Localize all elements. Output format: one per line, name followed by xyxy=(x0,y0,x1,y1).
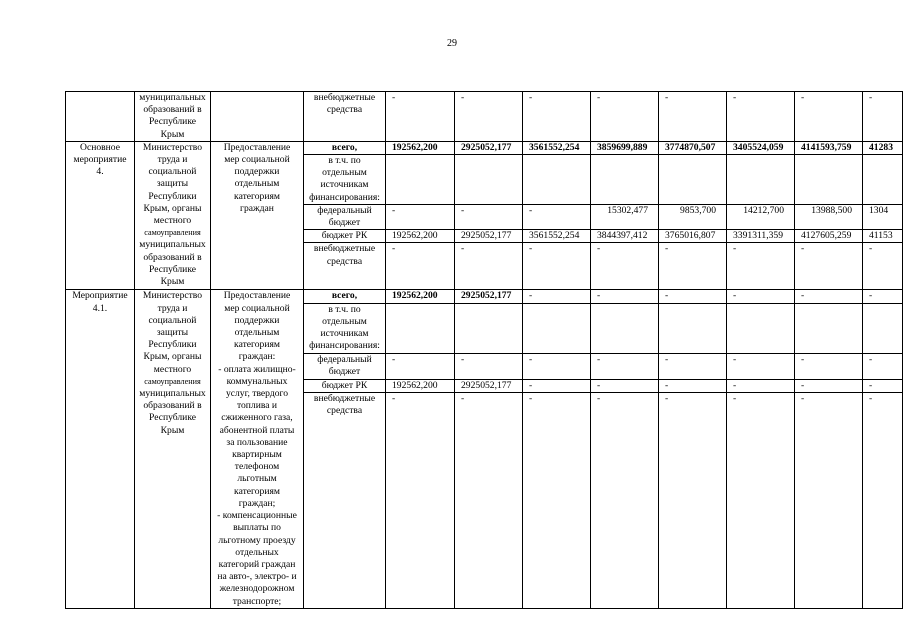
value-cell: - xyxy=(727,354,795,380)
value-cell: - xyxy=(455,204,523,229)
value-cell: - xyxy=(659,290,727,303)
value-cell: 2925052,177 xyxy=(455,379,523,392)
value-cell: - xyxy=(795,393,863,609)
value-cell xyxy=(523,303,591,353)
source-cell: всего, xyxy=(304,290,386,303)
value-cell: - xyxy=(591,393,659,609)
value-cell: - xyxy=(455,393,523,609)
value-cell xyxy=(455,155,523,205)
value-cell: - xyxy=(727,379,795,392)
value-cell: - xyxy=(591,379,659,392)
value-cell: - xyxy=(523,290,591,303)
value-cell: - xyxy=(386,92,455,142)
activity-cell: Основное мероприятие 4. xyxy=(66,141,135,290)
value-cell: 9853,700 xyxy=(659,204,727,229)
value-cell: 192562,200 xyxy=(386,141,455,154)
value-cell: 14212,700 xyxy=(727,204,795,229)
financing-table xyxy=(65,91,903,609)
value-cell: 3405524,059 xyxy=(727,141,795,154)
value-cell: - xyxy=(523,204,591,229)
source-cell: внебюджетные средства xyxy=(304,92,386,142)
value-cell xyxy=(863,303,903,353)
value-cell: 1304 xyxy=(863,204,903,229)
source-cell: в т.ч. по отдельным источникам финансирования: xyxy=(304,303,386,353)
executor-cell: муниципальных образований в Республике Крым xyxy=(135,92,211,142)
value-cell: 41153 xyxy=(863,230,903,243)
value-cell: - xyxy=(795,354,863,380)
value-cell xyxy=(523,155,591,205)
source-cell: федеральный бюджет xyxy=(304,204,386,229)
value-cell: 3765016,807 xyxy=(659,230,727,243)
source-cell: внебюджетные средства xyxy=(304,243,386,290)
value-cell: - xyxy=(863,379,903,392)
value-cell xyxy=(727,303,795,353)
value-cell: - xyxy=(727,243,795,290)
value-cell: 3391311,359 xyxy=(727,230,795,243)
activity-cell xyxy=(66,92,135,142)
value-cell: - xyxy=(386,354,455,380)
value-cell: - xyxy=(591,354,659,380)
table-row xyxy=(66,141,903,154)
source-cell: внебюджетные средства xyxy=(304,393,386,609)
value-cell xyxy=(455,303,523,353)
name-cell xyxy=(211,92,304,142)
value-cell: - xyxy=(523,379,591,392)
value-cell xyxy=(795,303,863,353)
value-cell: 2925052,177 xyxy=(455,230,523,243)
value-cell: - xyxy=(386,393,455,609)
value-cell: - xyxy=(523,92,591,142)
value-cell: - xyxy=(795,290,863,303)
value-cell: 4141593,759 xyxy=(795,141,863,154)
value-cell: - xyxy=(455,92,523,142)
value-cell: - xyxy=(863,290,903,303)
value-cell: - xyxy=(659,354,727,380)
value-cell: - xyxy=(591,290,659,303)
value-cell: 192562,200 xyxy=(386,290,455,303)
value-cell: - xyxy=(727,290,795,303)
value-cell: 15302,477 xyxy=(591,204,659,229)
value-cell: - xyxy=(795,379,863,392)
value-cell xyxy=(727,155,795,205)
activity-cell: Мероприятие 4.1. xyxy=(66,290,135,608)
value-cell: 3561552,254 xyxy=(523,230,591,243)
value-cell: - xyxy=(591,92,659,142)
source-cell: федеральный бюджет xyxy=(304,354,386,380)
value-cell: 3844397,412 xyxy=(591,230,659,243)
value-cell: - xyxy=(523,243,591,290)
value-cell: - xyxy=(863,243,903,290)
value-cell: - xyxy=(863,92,903,142)
measure-name-cell: Предоставление мер социальной поддержки отдельным категориям граждан: - оплата жилищно- коммунальных услуг, твердого топлива и сжиженного газа, абонентной платы за пользование квартирным телефоном льготным категориям граждан; - компенсационные выплаты по льготному проезду отдельных категорий граждан на авто-, электро- и железнодорожном транспорте; xyxy=(211,290,304,608)
source-cell: всего, xyxy=(304,141,386,154)
source-cell: бюджет РК xyxy=(304,230,386,243)
value-cell: - xyxy=(863,393,903,609)
source-cell: в т.ч. по отдельным источникам финансирования: xyxy=(304,155,386,205)
value-cell: 3774870,507 xyxy=(659,141,727,154)
value-cell: - xyxy=(659,243,727,290)
value-cell: - xyxy=(659,92,727,142)
table-row xyxy=(66,92,903,142)
value-cell: - xyxy=(455,354,523,380)
executor-cell: Министерство труда и социальной защиты Республики Крым, органы местного самоуправления муниципальных образований в Республике Крым xyxy=(135,290,211,608)
value-cell xyxy=(591,303,659,353)
value-cell: - xyxy=(659,379,727,392)
value-cell xyxy=(863,155,903,205)
value-cell: - xyxy=(523,354,591,380)
value-cell: 2925052,177 xyxy=(455,141,523,154)
value-cell xyxy=(386,155,455,205)
value-cell xyxy=(591,155,659,205)
value-cell: 4127605,259 xyxy=(795,230,863,243)
value-cell: - xyxy=(591,243,659,290)
table-row xyxy=(66,290,903,303)
value-cell: - xyxy=(659,393,727,609)
executor-cell: Министерство труда и социальной защиты Республики Крым, органы местного самоуправления муниципальных образований в Республике Крым xyxy=(135,141,211,290)
value-cell: 13988,500 xyxy=(795,204,863,229)
value-cell: - xyxy=(386,204,455,229)
value-cell xyxy=(659,155,727,205)
source-cell: бюджет РК xyxy=(304,379,386,392)
value-cell: - xyxy=(727,92,795,142)
value-cell xyxy=(386,303,455,353)
measure-name-cell: Предоставление мер социальной поддержки отдельным категориям граждан xyxy=(211,141,304,290)
value-cell xyxy=(795,155,863,205)
value-cell: - xyxy=(455,243,523,290)
page-number: 29 xyxy=(447,38,457,49)
value-cell: 41283 xyxy=(863,141,903,154)
value-cell: 3859699,889 xyxy=(591,141,659,154)
value-cell: 2925052,177 xyxy=(455,290,523,303)
value-cell: 3561552,254 xyxy=(523,141,591,154)
value-cell: 192562,200 xyxy=(386,379,455,392)
value-cell xyxy=(659,303,727,353)
value-cell: - xyxy=(386,243,455,290)
value-cell: - xyxy=(863,354,903,380)
value-cell: - xyxy=(523,393,591,609)
value-cell: - xyxy=(727,393,795,609)
value-cell: - xyxy=(795,243,863,290)
value-cell: - xyxy=(795,92,863,142)
value-cell: 192562,200 xyxy=(386,230,455,243)
